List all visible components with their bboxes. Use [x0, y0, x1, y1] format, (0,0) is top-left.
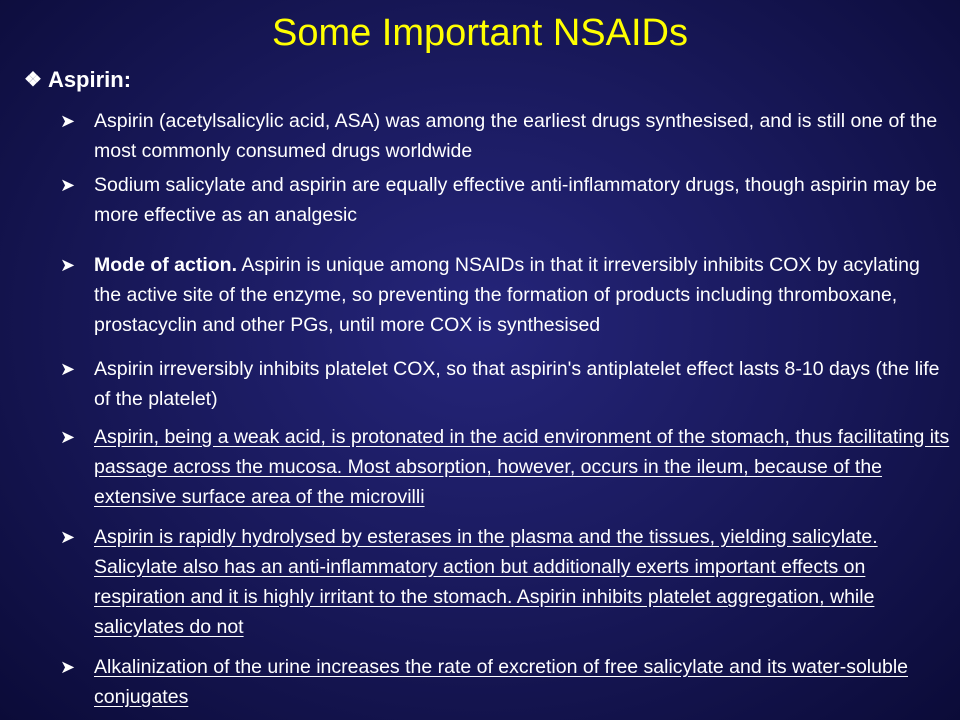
- bullet-text: [94, 250, 950, 340]
- bullet-text: Sodium salicylate and aspirin are equally effective anti-inflammatory drugs, though aspirin may be more effective as an analgesic: [94, 174, 937, 226]
- mode-of-action-label: Mode of action.: [94, 254, 237, 276]
- bullet-text-underlined: Aspirin, being a weak acid, is protonated in the acid environment of the stomach, thus facilitating its passage across the mucosa. Most absorption, however, occurs in the ileum, because of the extensive surface area of the microvilli: [94, 426, 950, 508]
- bullet-item: [60, 106, 950, 166]
- bullet-text-underlined: Alkalinization of the urine increases the rate of excretion of free salicylate and its water-soluble conjugates: [94, 656, 909, 708]
- arrow-bullet-icon: ➤: [60, 527, 76, 547]
- bullet-text: Aspirin irreversibly inhibits platelet COX, so that aspirin's antiplatelet effect lasts 8-10 days (the life of the platelet): [94, 358, 940, 410]
- arrow-bullet-icon: ➤: [60, 111, 76, 131]
- bullet-item: [60, 170, 950, 230]
- slide-title: Some Important NSAIDs: [271, 12, 689, 54]
- mode-of-action-text: Aspirin is unique among NSAIDs in that it irreversibly inhibits COX by acylating the active site of the enzyme, so preventing the formation of products including thromboxane, prostacyclin and other PGs, until more COX is synthesised: [94, 254, 920, 336]
- arrow-bullet-icon: ➤: [60, 175, 76, 195]
- arrow-bullet-icon: ➤: [60, 359, 76, 379]
- bullet-item: [60, 652, 950, 712]
- section-heading: [24, 66, 131, 94]
- diamond-bullet-icon: ❖: [24, 69, 42, 91]
- bullet-item: [60, 522, 950, 642]
- bullet-text: Aspirin (acetylsalicylic acid, ASA) was among the earliest drugs synthesised, and is still one of the most commonly consumed drugs worldwide: [94, 110, 938, 162]
- bullet-text-underlined: Aspirin is rapidly hydrolysed by esterases in the plasma and the tissues, yielding salicylate. Salicylate also has an anti-inflammatory action but additionally exerts important effects on respiration and it is highly irritant to the stomach. Aspirin inhibits platelet aggregation, while salicylates do not: [94, 526, 878, 638]
- bullet-item: [60, 250, 950, 340]
- bullet-list: [60, 106, 950, 712]
- arrow-bullet-icon: ➤: [60, 657, 76, 677]
- bullet-item: [60, 354, 950, 414]
- arrow-bullet-icon: ➤: [60, 427, 76, 447]
- arrow-bullet-icon: ➤: [60, 255, 76, 275]
- bullet-item: [60, 422, 950, 512]
- heading-label: Aspirin:: [47, 67, 132, 92]
